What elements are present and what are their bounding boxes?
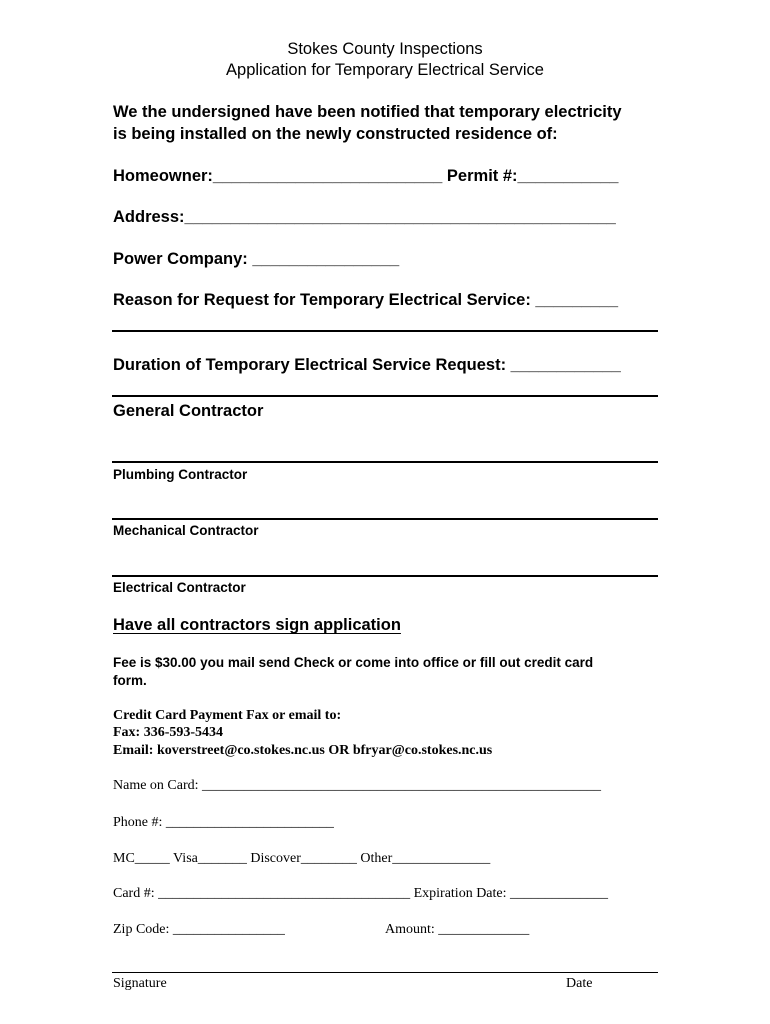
reason-answer-line[interactable] bbox=[112, 330, 658, 332]
plumbing-contractor-signature-line[interactable] bbox=[112, 518, 658, 520]
mechanical-contractor-label: Mechanical Contractor bbox=[113, 523, 259, 538]
intro-line-1: We the undersigned have been notified that temporary electricity bbox=[113, 103, 622, 121]
general-contractor-signature-line[interactable] bbox=[112, 461, 658, 463]
duration-field[interactable]: Duration of Temporary Electrical Service Request: ____________ bbox=[113, 356, 621, 374]
fax-number: Fax: 336-593-5434 bbox=[113, 725, 224, 740]
amount-field[interactable]: Amount: _____________ bbox=[385, 922, 530, 937]
general-contractor-label: General Contractor bbox=[113, 402, 264, 420]
intro-line-2: is being installed on the newly constructed residence of: bbox=[113, 125, 558, 143]
phone-field[interactable]: Phone #: ________________________ bbox=[113, 815, 334, 830]
form-title: Stokes County Inspections bbox=[287, 40, 483, 58]
signature-line[interactable] bbox=[112, 972, 658, 973]
fee-line-2: form. bbox=[113, 673, 147, 688]
name-on-card-field[interactable]: Name on Card: _________________________________________________________ bbox=[113, 778, 602, 793]
homeowner-permit-field[interactable]: Homeowner:_________________________ Permit #:___________ bbox=[113, 167, 619, 185]
card-type-field[interactable]: MC_____ Visa_______ Discover________ Other______________ bbox=[113, 851, 491, 866]
electrical-contractor-label: Electrical Contractor bbox=[113, 580, 246, 595]
card-number-expiration-field[interactable]: Card #: ____________________________________ Expiration Date: ______________ bbox=[113, 886, 609, 901]
form-subtitle: Application for Temporary Electrical Service bbox=[226, 61, 544, 79]
address-field[interactable]: Address:_______________________________________________ bbox=[113, 208, 616, 226]
email-addresses: Email: koverstreet@co.stokes.nc.us OR bfryar@co.stokes.nc.us bbox=[113, 743, 493, 758]
date-label: Date bbox=[566, 976, 593, 991]
fee-line-1: Fee is $30.00 you mail send Check or come into office or fill out credit card bbox=[113, 655, 594, 670]
reason-field[interactable]: Reason for Request for Temporary Electrical Service: _________ bbox=[113, 291, 619, 309]
payment-heading: Credit Card Payment Fax or email to: bbox=[113, 708, 342, 723]
mechanical-contractor-signature-line[interactable] bbox=[112, 575, 658, 577]
zip-code-field[interactable]: Zip Code: ________________ bbox=[113, 922, 285, 937]
signature-label: Signature bbox=[113, 976, 167, 991]
power-company-field[interactable]: Power Company: ________________ bbox=[113, 250, 400, 268]
divider bbox=[112, 395, 658, 397]
sign-instruction: Have all contractors sign application bbox=[113, 616, 401, 634]
plumbing-contractor-label: Plumbing Contractor bbox=[113, 467, 248, 482]
